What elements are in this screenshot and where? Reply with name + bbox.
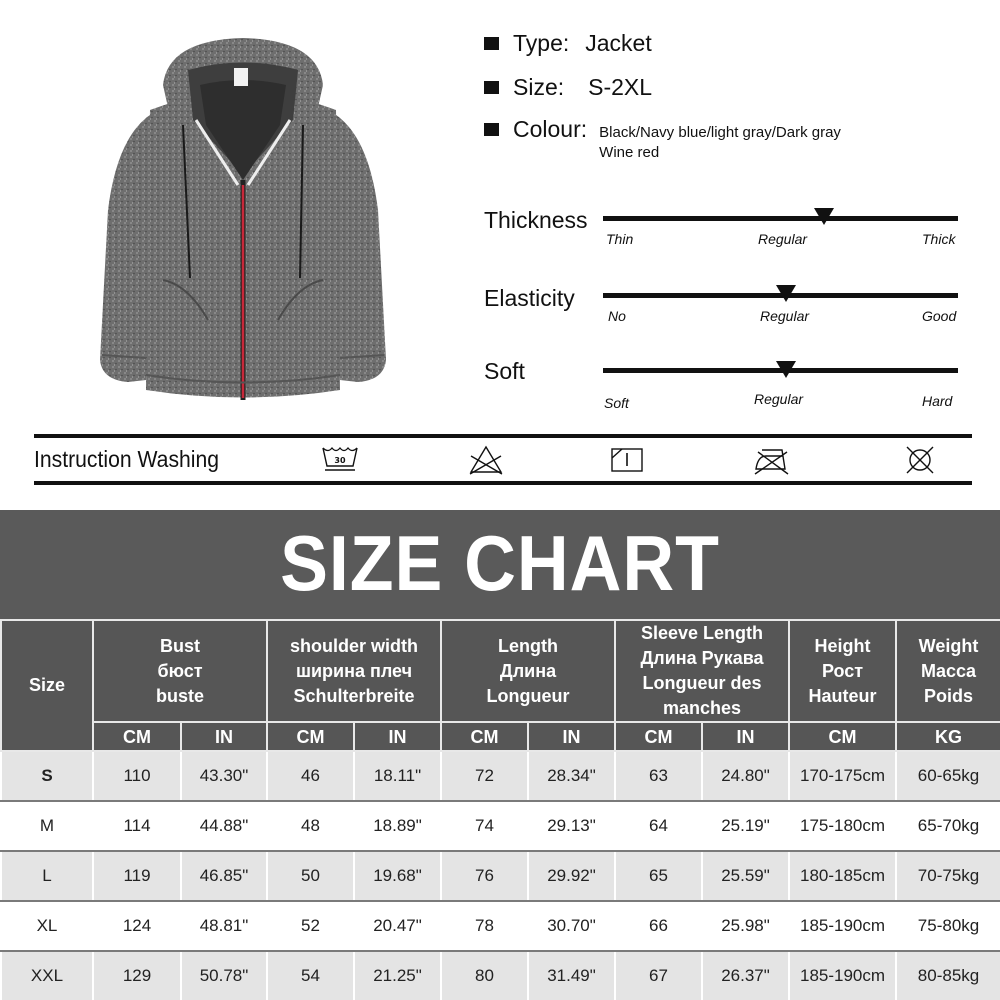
spec-colour	[484, 116, 841, 163]
spec-value: Jacket	[585, 30, 652, 56]
meter-max-label: Thick	[922, 231, 956, 247]
colour-line-2: Wine red	[599, 144, 660, 161]
spec-value	[599, 123, 841, 163]
table-cell: 50	[267, 851, 354, 901]
meter-title: Thickness	[484, 207, 588, 233]
table-cell: 44.88"	[181, 801, 267, 851]
header-weight: Weight Macca Poids	[896, 620, 1000, 722]
table-cell: 54	[267, 951, 354, 1000]
header-sleeve-length: Sleeve Length Длина Рукава Longueur des manches	[615, 620, 789, 722]
table-cell: 185-190cm	[789, 901, 896, 951]
unit-cell: IN	[354, 722, 441, 751]
unit-cell: IN	[181, 722, 267, 751]
unit-cell: IN	[528, 722, 615, 751]
table-cell: 25.98"	[702, 901, 789, 951]
table-cell: 60-65kg	[896, 751, 1000, 801]
table-cell: 31.49"	[528, 951, 615, 1000]
table-row	[1, 801, 1000, 851]
meter-min-label: Soft	[604, 395, 629, 411]
header-row	[1, 620, 1000, 722]
table-row	[1, 751, 1000, 801]
do-not-bleach-icon	[466, 444, 506, 476]
do-not-iron-icon	[752, 444, 792, 476]
spec-label: Size:	[513, 74, 565, 100]
header-size: Size	[1, 620, 93, 751]
table-cell: 21.25"	[354, 951, 441, 1000]
table-cell: 52	[267, 901, 354, 951]
colour-line-1: Black/Navy blue/light gray/Dark gray	[599, 124, 841, 141]
table-row	[1, 901, 1000, 951]
unit-cell: CM	[267, 722, 354, 751]
table-cell: 74	[441, 801, 528, 851]
size-cell: XXL	[1, 951, 93, 1000]
square-bullet-icon	[484, 37, 499, 50]
svg-text:30: 30	[334, 456, 346, 465]
table-cell: 29.92"	[528, 851, 615, 901]
drip-dry-icon	[607, 444, 647, 476]
table-cell: 124	[93, 901, 181, 951]
table-cell: 19.68"	[354, 851, 441, 901]
unit-cell: CM	[615, 722, 702, 751]
meter-track	[603, 216, 958, 221]
header-height: Height Рост Hauteur	[789, 620, 896, 722]
table-cell: 65	[615, 851, 702, 901]
meter-mid-label: Regular	[754, 391, 804, 407]
table-cell: 30.70"	[528, 901, 615, 951]
unit-row	[1, 722, 1000, 751]
washing-label: Instruction Washing	[34, 446, 220, 472]
square-bullet-icon	[484, 123, 499, 136]
meter-title: Elasticity	[484, 285, 575, 311]
table-cell: 119	[93, 851, 181, 901]
table-cell: 80-85kg	[896, 951, 1000, 1000]
table-cell: 29.13"	[528, 801, 615, 851]
square-bullet-icon	[484, 81, 499, 94]
table-cell: 80	[441, 951, 528, 1000]
spec-value: S-2XL	[588, 74, 653, 100]
table-cell: 65-70kg	[896, 801, 1000, 851]
table-cell: 170-175cm	[789, 751, 896, 801]
meter-max-label: Hard	[922, 393, 953, 409]
table-cell: 25.59"	[702, 851, 789, 901]
table-cell: 46	[267, 751, 354, 801]
divider-top	[34, 434, 972, 438]
table-cell: 129	[93, 951, 181, 1000]
meter-mid-label: Regular	[760, 308, 810, 324]
table-cell: 25.19"	[702, 801, 789, 851]
table-cell: 66	[615, 901, 702, 951]
table-cell: 63	[615, 751, 702, 801]
meter-mid-label: Regular	[758, 231, 808, 247]
table-cell: 70-75kg	[896, 851, 1000, 901]
table-cell: 114	[93, 801, 181, 851]
table-cell: 28.34"	[528, 751, 615, 801]
table-cell: 78	[441, 901, 528, 951]
table-cell: 18.11"	[354, 751, 441, 801]
meter-indicator-icon	[776, 285, 796, 302]
spec-label: Type:	[513, 30, 570, 56]
size-chart-title: SIZE CHART	[280, 519, 720, 607]
table-cell: 175-180cm	[789, 801, 896, 851]
header-shoulder-width: shoulder width ширина плеч Schulterbreite	[267, 620, 441, 722]
meter-min-label: No	[608, 308, 626, 324]
unit-cell: CM	[93, 722, 181, 751]
spec-label: Colour:	[513, 116, 588, 142]
table-cell: 43.30"	[181, 751, 267, 801]
header-length: Length Длина Longueur	[441, 620, 615, 722]
wash-30-icon	[320, 444, 360, 476]
meter-max-label: Good	[922, 308, 957, 324]
header-bust: Bust бюст buste	[93, 620, 267, 722]
table-cell: 48	[267, 801, 354, 851]
table-cell: 76	[441, 851, 528, 901]
table-row	[1, 951, 1000, 1000]
size-cell: XL	[1, 901, 93, 951]
table-cell: 50.78"	[181, 951, 267, 1000]
spec-size	[484, 74, 652, 101]
table-cell: 75-80kg	[896, 901, 1000, 951]
table-cell: 26.37"	[702, 951, 789, 1000]
table-cell: 48.81"	[181, 901, 267, 951]
jacket-product-image	[88, 30, 398, 415]
size-chart-table	[0, 619, 1000, 1000]
size-cell: S	[1, 751, 93, 801]
do-not-tumble-dry-icon	[900, 444, 940, 476]
table-row	[1, 851, 1000, 901]
table-cell: 20.47"	[354, 901, 441, 951]
table-cell: 64	[615, 801, 702, 851]
meter-indicator-icon	[814, 208, 834, 225]
table-cell: 18.89"	[354, 801, 441, 851]
table-cell: 110	[93, 751, 181, 801]
table-cell: 72	[441, 751, 528, 801]
spec-type	[484, 30, 652, 57]
unit-cell: IN	[702, 722, 789, 751]
table-cell: 46.85"	[181, 851, 267, 901]
meter-indicator-icon	[776, 361, 796, 378]
size-cell: L	[1, 851, 93, 901]
table-cell: 185-190cm	[789, 951, 896, 1000]
table-cell: 180-185cm	[789, 851, 896, 901]
unit-cell: KG	[896, 722, 1000, 751]
unit-cell: CM	[789, 722, 896, 751]
meter-title: Soft	[484, 358, 525, 384]
unit-cell: CM	[441, 722, 528, 751]
meter-min-label: Thin	[606, 231, 634, 247]
size-cell: M	[1, 801, 93, 851]
divider-bottom	[34, 481, 972, 485]
table-cell: 67	[615, 951, 702, 1000]
table-cell: 24.80"	[702, 751, 789, 801]
